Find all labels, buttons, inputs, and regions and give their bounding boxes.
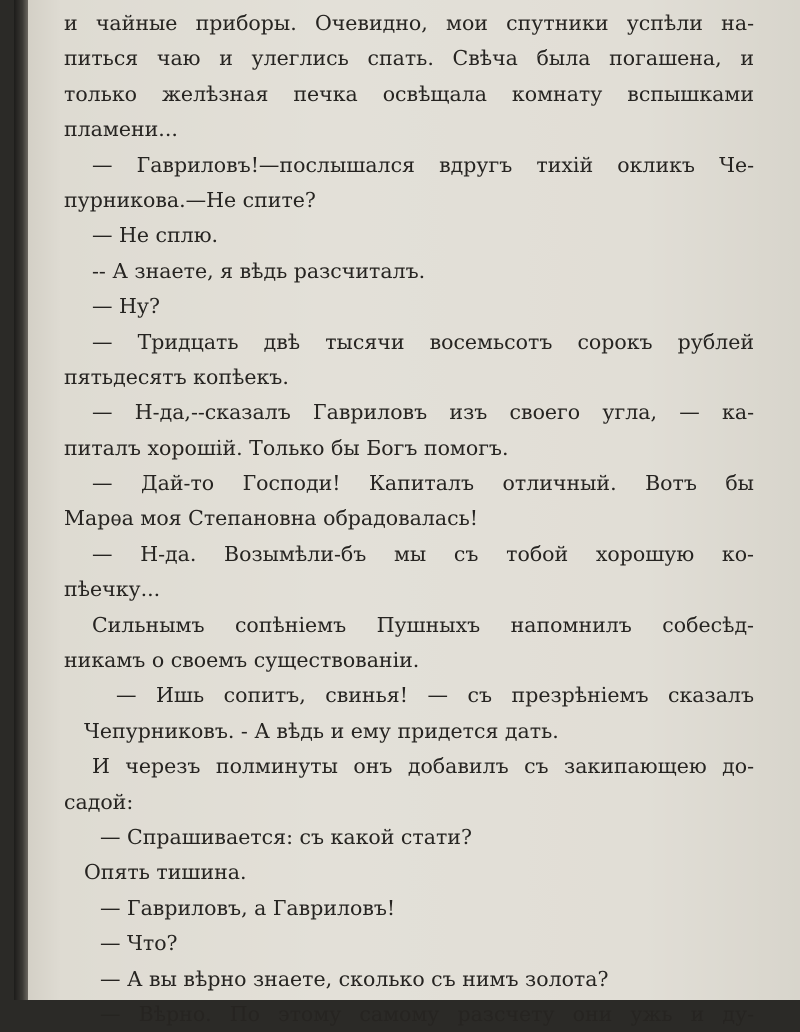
text-line: — Ишь сопитъ, свинья! — съ презрѣніемъ сказалъ [116,683,754,708]
text-line: пурникова.—Не спите? [64,187,316,212]
text-line: — Ну? [92,294,160,319]
text-line: — А вы вѣрно знаете, сколько съ нимъ золота? [100,966,609,991]
text-line: садой: [64,789,134,814]
text-line: и чайные приборы. Очевидно, мои спутники успѣли на- [64,11,754,35]
text-line: никамъ о своемъ существованіи. [64,648,420,673]
text-line: — Дай-то Господи! Капиталъ отличный. Вотъ бы [92,471,754,496]
page-text [64,6,754,1032]
text-line: пѣечку... [64,577,161,602]
text-line: — Что? [100,931,178,956]
text-line: Опять тишина. [84,860,247,885]
text-line: — Гавриловъ, а Гавриловъ! [100,895,396,920]
text-line: питься чаю и улеглись спать. Свѣча была погашена, и [64,46,754,71]
text-line: — Н-да. Возымѣли-бъ мы съ тобой хорошую ко- [92,541,754,566]
text-line: — Тридцать двѣ тысячи восемьсотъ сорокъ рублей [92,329,754,354]
text-line: — Н-да,--сказалъ Гавриловъ изъ своего угла, — ка- [92,400,754,425]
book-gutter [14,0,28,1000]
text-line: Сильнымъ сопѣніемъ Пушныхъ напомнилъ собесѣд- [92,612,754,637]
text-line: -- А знаете, я вѣдь разсчиталъ. [92,258,426,283]
text-line: — Не сплю. [92,223,219,248]
book-page [14,0,800,1026]
text-line: И черезъ полминуты онъ добавилъ съ закипающею до- [92,754,754,779]
text-line: — Спрашивается: съ какой стати? [100,824,472,849]
text-line: питалъ хорошій. Только бы Богъ помогъ. [64,435,509,460]
text-line: — Гавриловъ!—послышался вдругъ тихій окликъ Че- [92,152,754,177]
text-line: пламени... [64,117,178,142]
text-line: только желѣзная печка освѣщала комнату вспышками [64,81,754,106]
text-line: пятьдесятъ копѣекъ. [64,364,289,389]
text-line: Чепурниковъ. - А вѣдь и ему придется дать. [84,718,559,743]
text-line: — Вѣрно. По этому самому разсчету они ужь и ду- [100,1001,754,1026]
text-line: Марѳа моя Степановна обрадовалась! [64,506,479,531]
